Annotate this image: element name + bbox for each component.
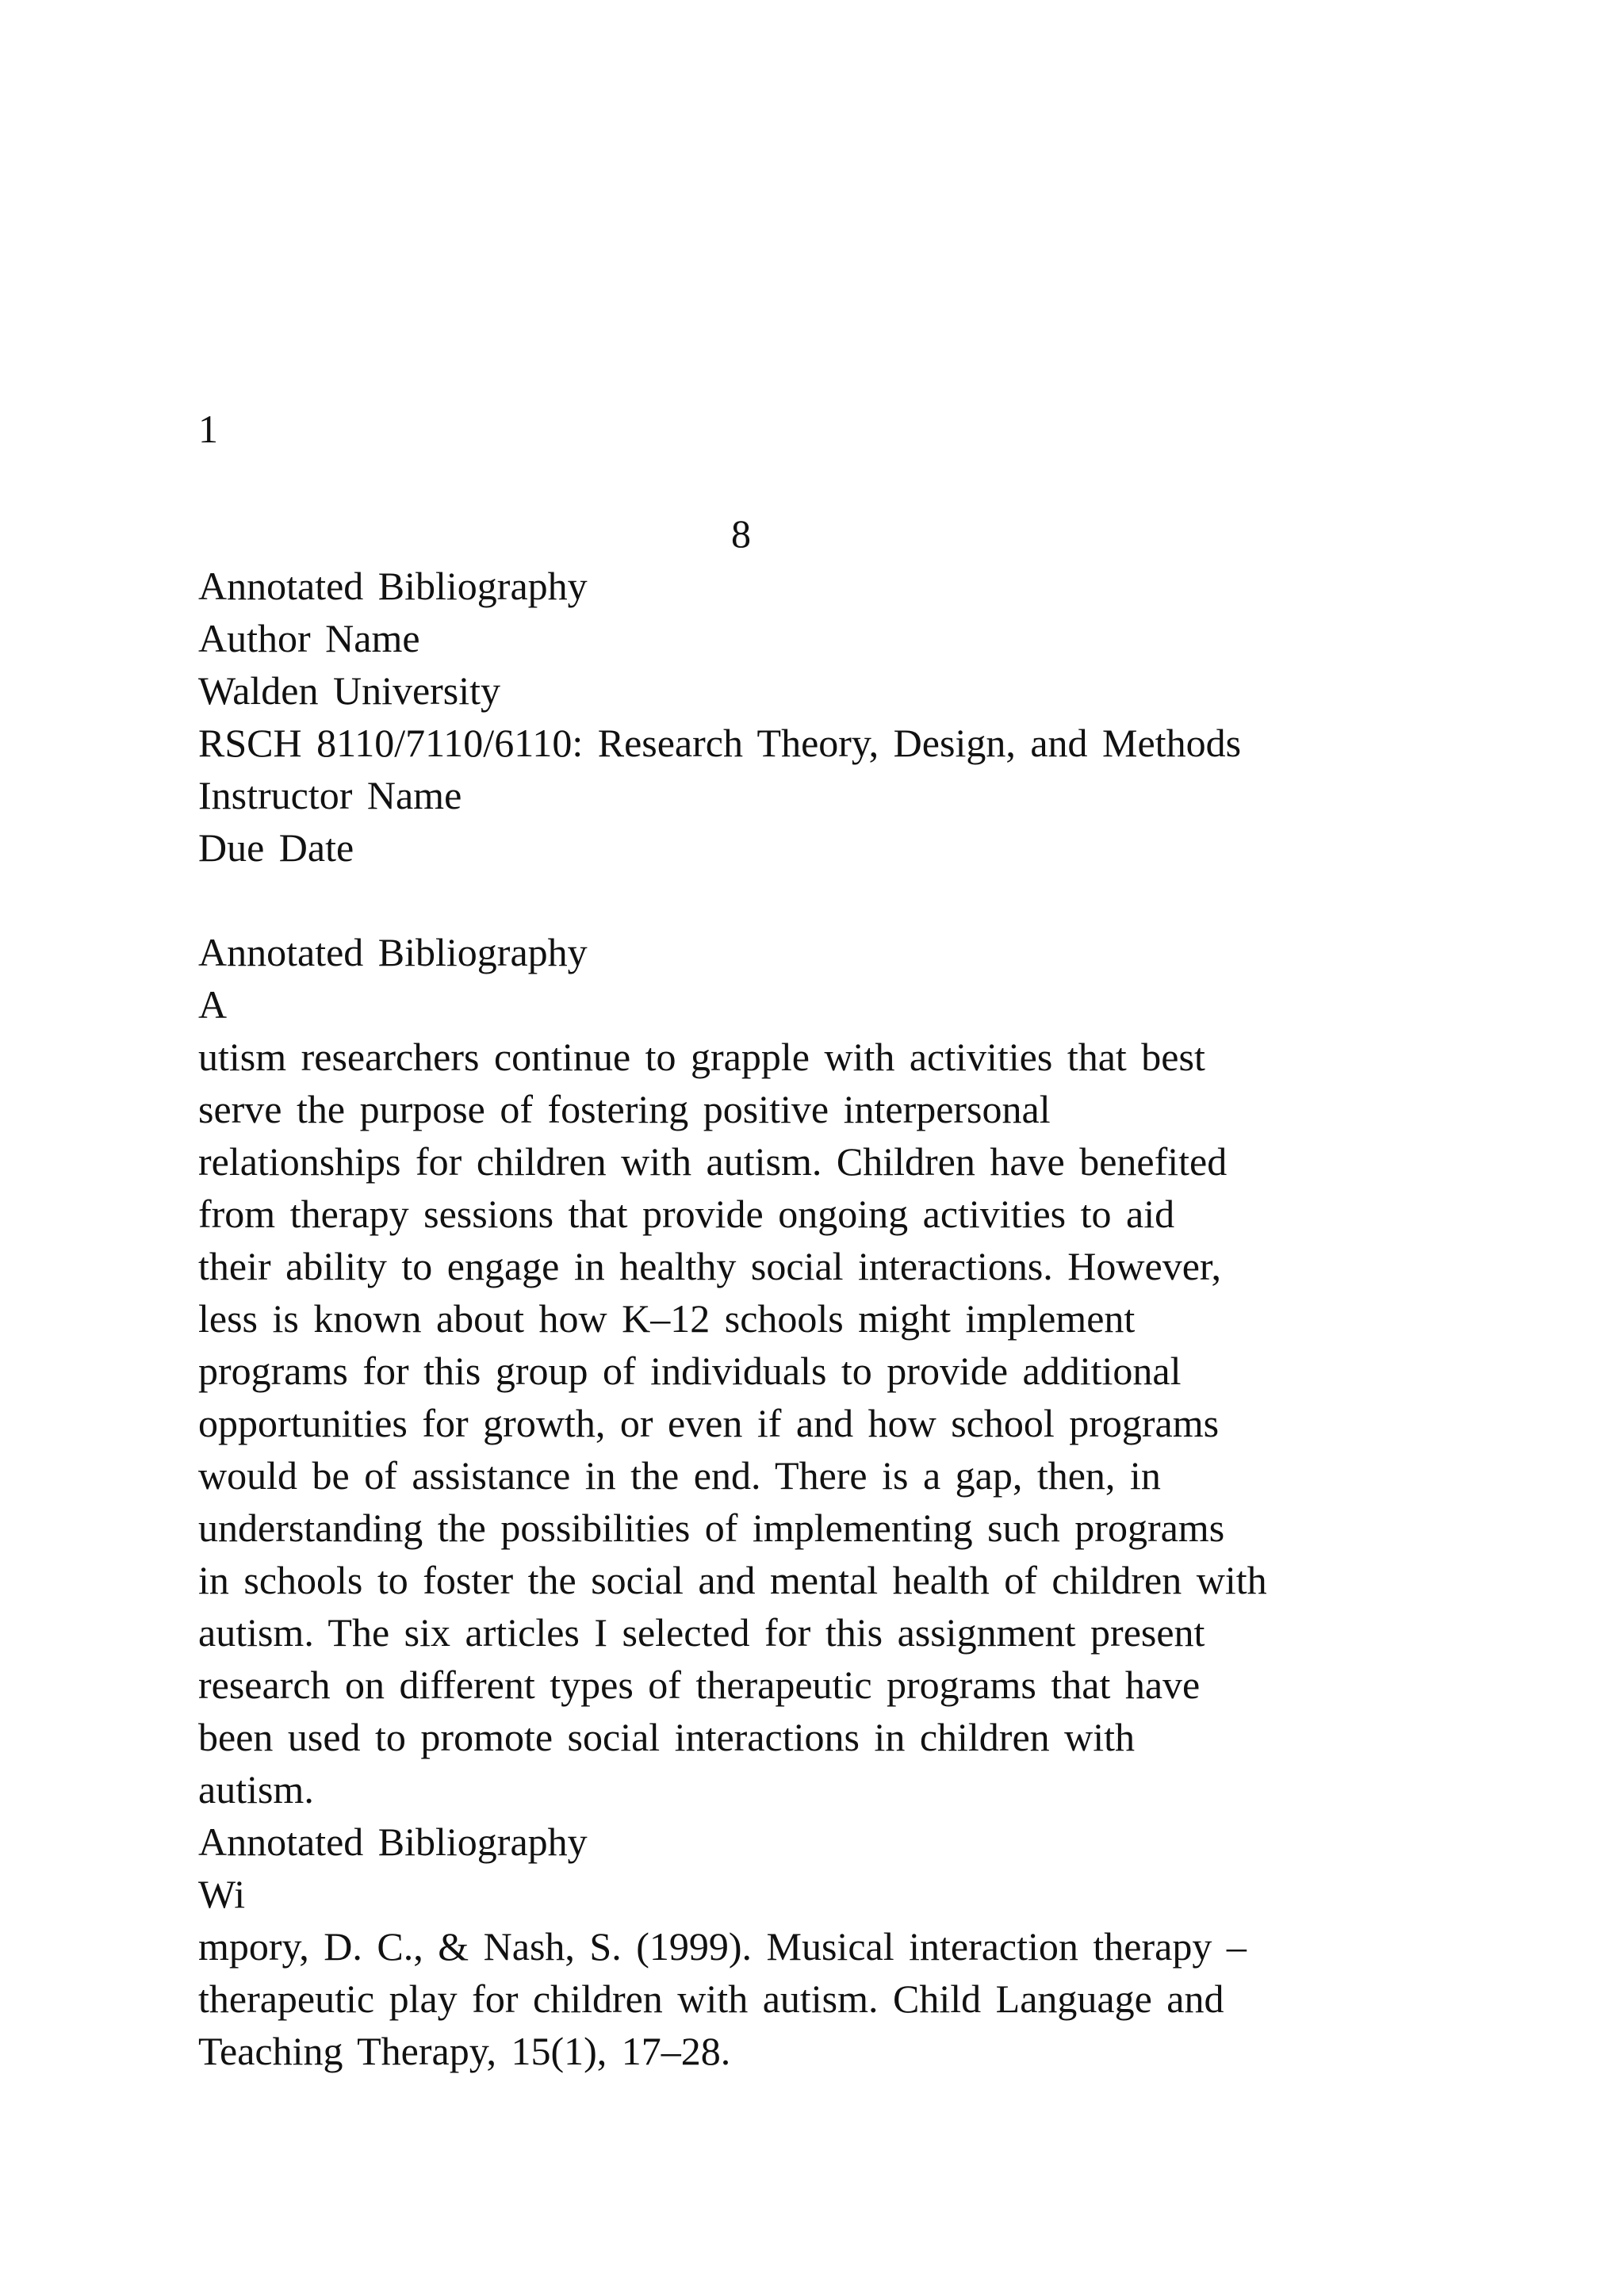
intro-line: relationships for children with autism. Children have benefited	[198, 1139, 1228, 1184]
intro-line: less is known about how K–12 schools might implement	[198, 1296, 1136, 1341]
intro-line: understanding the possibilities of implementing such programs	[198, 1506, 1225, 1550]
intro-line: their ability to engage in healthy social interactions. However,	[198, 1244, 1222, 1288]
intro-line: would be of assistance in the end. There is a gap, then, in	[198, 1453, 1161, 1498]
intro-heading: Annotated Bibliography	[198, 930, 588, 974]
instructor-name: Instructor Name	[198, 773, 462, 817]
bibliography-drop-letters: Wi	[198, 1872, 246, 1916]
intro-line: programs for this group of individuals to provide additional	[198, 1349, 1182, 1393]
intro-line: been used to promote social interactions in children with	[198, 1715, 1136, 1759]
course: RSCH 8110/7110/6110: Research Theory, Design, and Methods	[198, 721, 1242, 765]
bibliography-heading: Annotated Bibliography	[198, 1820, 588, 1864]
intro-line: autism. The six articles I selected for this assignment present	[198, 1610, 1205, 1655]
intro-line: utism researchers continue to grapple with activities that best	[198, 1035, 1205, 1079]
title: Annotated Bibliography	[198, 564, 588, 608]
intro-line: from therapy sessions that provide ongoing activities to aid	[198, 1192, 1175, 1236]
citation-line: therapeutic play for children with autism. Child Language and	[198, 1976, 1224, 2021]
running-head-page-number: 8	[731, 511, 751, 556]
institution: Walden University	[198, 668, 501, 713]
intro-drop-letter: A	[198, 982, 228, 1027]
intro-line: serve the purpose of fostering positive interpersonal	[198, 1087, 1051, 1131]
citation-line: mpory, D. C., & Nash, S. (1999). Musical interaction therapy –	[198, 1924, 1247, 1969]
citation-line: Teaching Therapy, 15(1), 17–28.	[198, 2029, 731, 2073]
intro-line: autism.	[198, 1767, 314, 1812]
intro-line: research on different types of therapeutic programs that have	[198, 1663, 1201, 1707]
intro-line: opportunities for growth, or even if and how school programs	[198, 1401, 1220, 1445]
due-date: Due Date	[198, 825, 354, 870]
author-name: Author Name	[198, 616, 420, 660]
page-number-top: 1	[198, 407, 218, 451]
intro-line: in schools to foster the social and mental health of children with	[198, 1558, 1267, 1602]
